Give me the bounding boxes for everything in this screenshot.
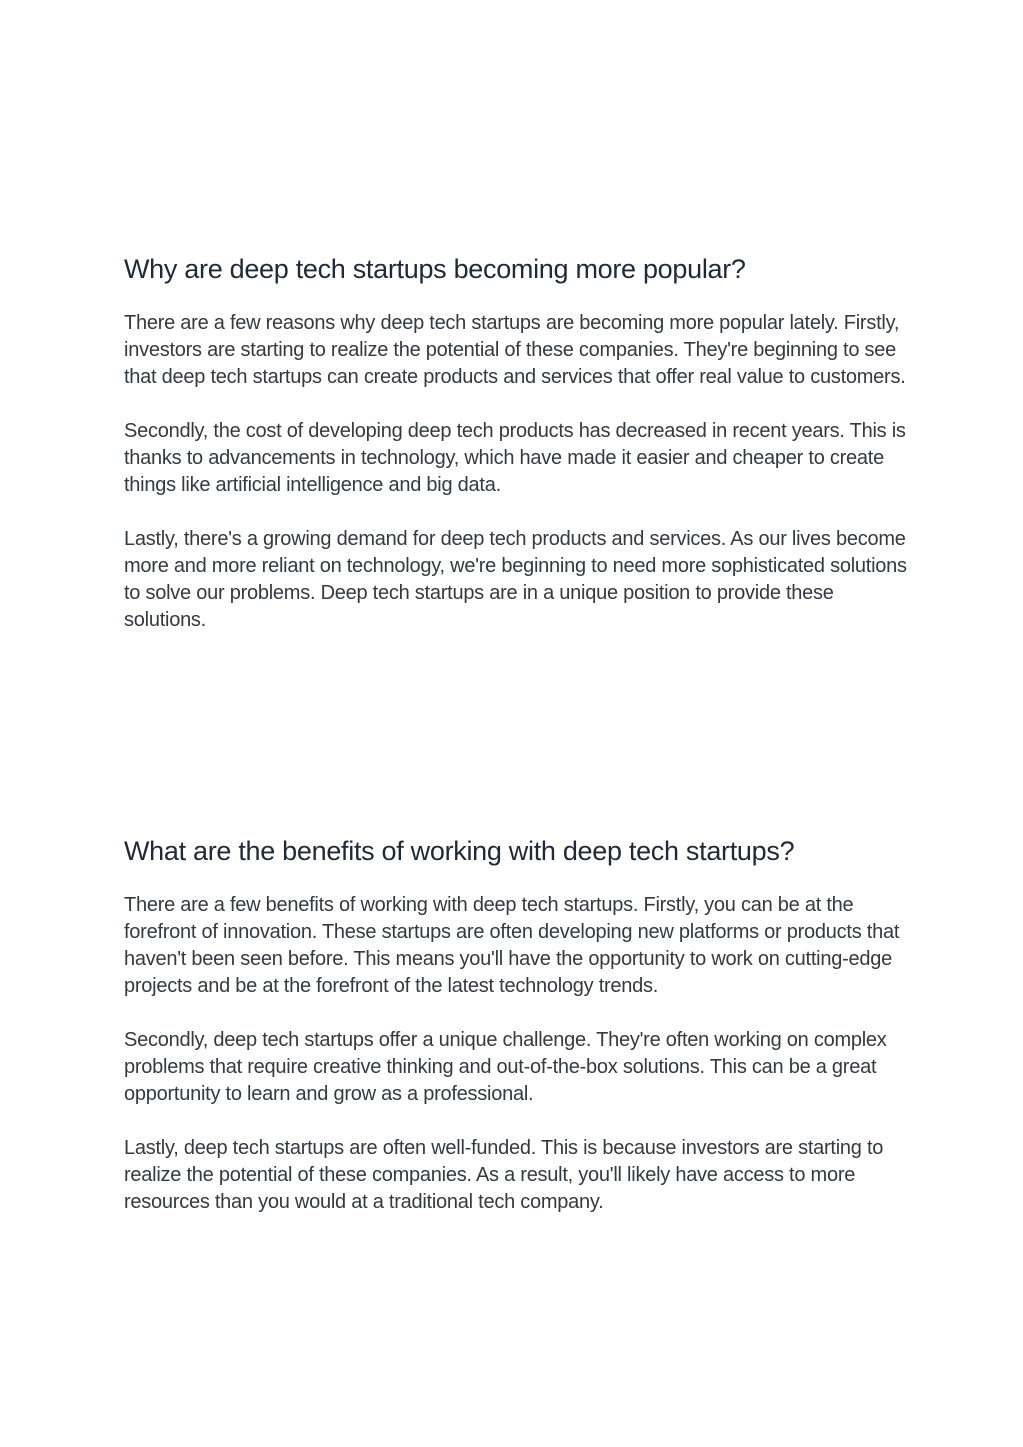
- paragraph: Lastly, deep tech startups are often well-funded. This is because investors are starting to realize the potential of these companies. As a result, you'll likely have access to more resources than you would at a traditional tech company.: [124, 1137, 884, 1213]
- section-benefits: [124, 834, 914, 1243]
- paragraph: Secondly, the cost of developing deep tech products has decreased in recent years. This is thanks to advancements in technology, which have made it easier and cheaper to create things like artificial intelligence and big data.: [124, 420, 906, 496]
- section-heading: Why are deep tech startups becoming more popular?: [124, 254, 746, 284]
- paragraph: There are a few reasons why deep tech startups are becoming more popular lately. Firstly, investors are starting to realize the potential of these companies. They're beginning to see that deep tech startups can create products and services that offer real value to customers.: [124, 312, 906, 388]
- paragraph: Lastly, there's a growing demand for deep tech products and services. As our lives become more and more reliant on technology, we're beginning to need more sophisticated solutions to solve our problems. Deep tech startups are in a unique position to provide these solutions.: [124, 528, 907, 631]
- section-why-popular: [124, 252, 914, 661]
- section-heading: What are the benefits of working with deep tech startups?: [124, 836, 795, 866]
- paragraph: Secondly, deep tech startups offer a unique challenge. They're often working on complex problems that require creative thinking and out-of-the-box solutions. This can be a great opportunity to learn and grow as a professional.: [124, 1029, 887, 1105]
- paragraph: There are a few benefits of working with deep tech startups. Firstly, you can be at the forefront of innovation. These startups are often developing new platforms or products that haven't been seen before. This means you'll have the opportunity to work on cutting-edge projects and be at the forefront of the latest technology trends.: [124, 894, 900, 997]
